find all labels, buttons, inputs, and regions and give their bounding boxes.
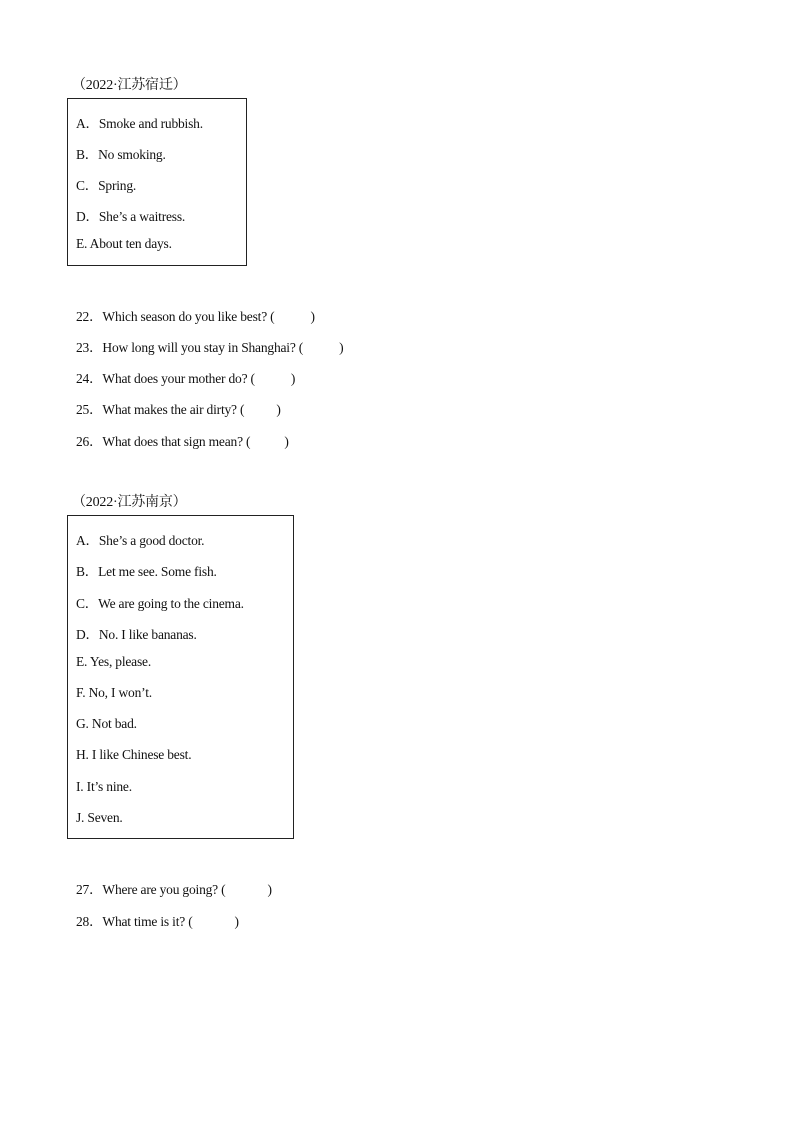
question-24-close: ) xyxy=(290,371,296,386)
question-22 xyxy=(76,305,315,325)
question-26 xyxy=(76,430,289,450)
question-25-close: ) xyxy=(276,402,281,417)
section2-options-box xyxy=(67,515,294,839)
option-d: D．No. I like bananas. xyxy=(76,627,197,642)
question-27-close: ) xyxy=(267,882,272,897)
option-a: A．She’s a good doctor. xyxy=(76,533,205,548)
option-b: B．No smoking. xyxy=(76,147,166,162)
option-f: F. No, I won’t. xyxy=(76,685,152,700)
question-26-close: ) xyxy=(284,434,289,449)
option-i: I. It’s nine. xyxy=(76,779,132,794)
question-28-text: 28．What time is it? ( xyxy=(76,914,193,929)
option-e: E. About ten days. xyxy=(76,236,172,251)
question-27-text: 27．Where are you going? ( xyxy=(76,882,226,897)
question-24-text: 24．What does your mother do? ( xyxy=(76,371,255,386)
question-28-close: ) xyxy=(234,914,239,929)
option-j: J. Seven. xyxy=(76,810,123,825)
question-23-text: 23．How long will you stay in Shanghai? ( xyxy=(76,340,304,355)
question-27 xyxy=(76,878,272,898)
question-25-text: 25．What makes the air dirty? ( xyxy=(76,402,245,417)
question-23 xyxy=(76,336,343,356)
option-a: A．Smoke and rubbish. xyxy=(76,116,203,131)
question-25 xyxy=(76,398,281,418)
section2-source: （2022·江苏南京） xyxy=(72,495,187,510)
question-22-close: ) xyxy=(310,309,315,324)
question-23-close: ) xyxy=(339,340,344,355)
section1-source: （2022·江苏宿迁） xyxy=(72,78,187,93)
option-c: C．We are going to the cinema. xyxy=(76,596,244,611)
option-g: G. Not bad. xyxy=(76,716,137,731)
option-c: C．Spring. xyxy=(76,178,137,193)
question-22-text: 22．Which season do you like best? ( xyxy=(76,309,275,324)
question-28 xyxy=(76,910,239,930)
question-24 xyxy=(76,367,295,387)
option-e: E. Yes, please. xyxy=(76,654,151,669)
question-26-text: 26．What does that sign mean? ( xyxy=(76,434,251,449)
option-h: H. I like Chinese best. xyxy=(76,747,192,762)
option-b: B．Let me see. Some fish. xyxy=(76,564,217,579)
option-d: D．She’s a waitress. xyxy=(76,209,186,224)
section1-options-box xyxy=(67,98,247,266)
